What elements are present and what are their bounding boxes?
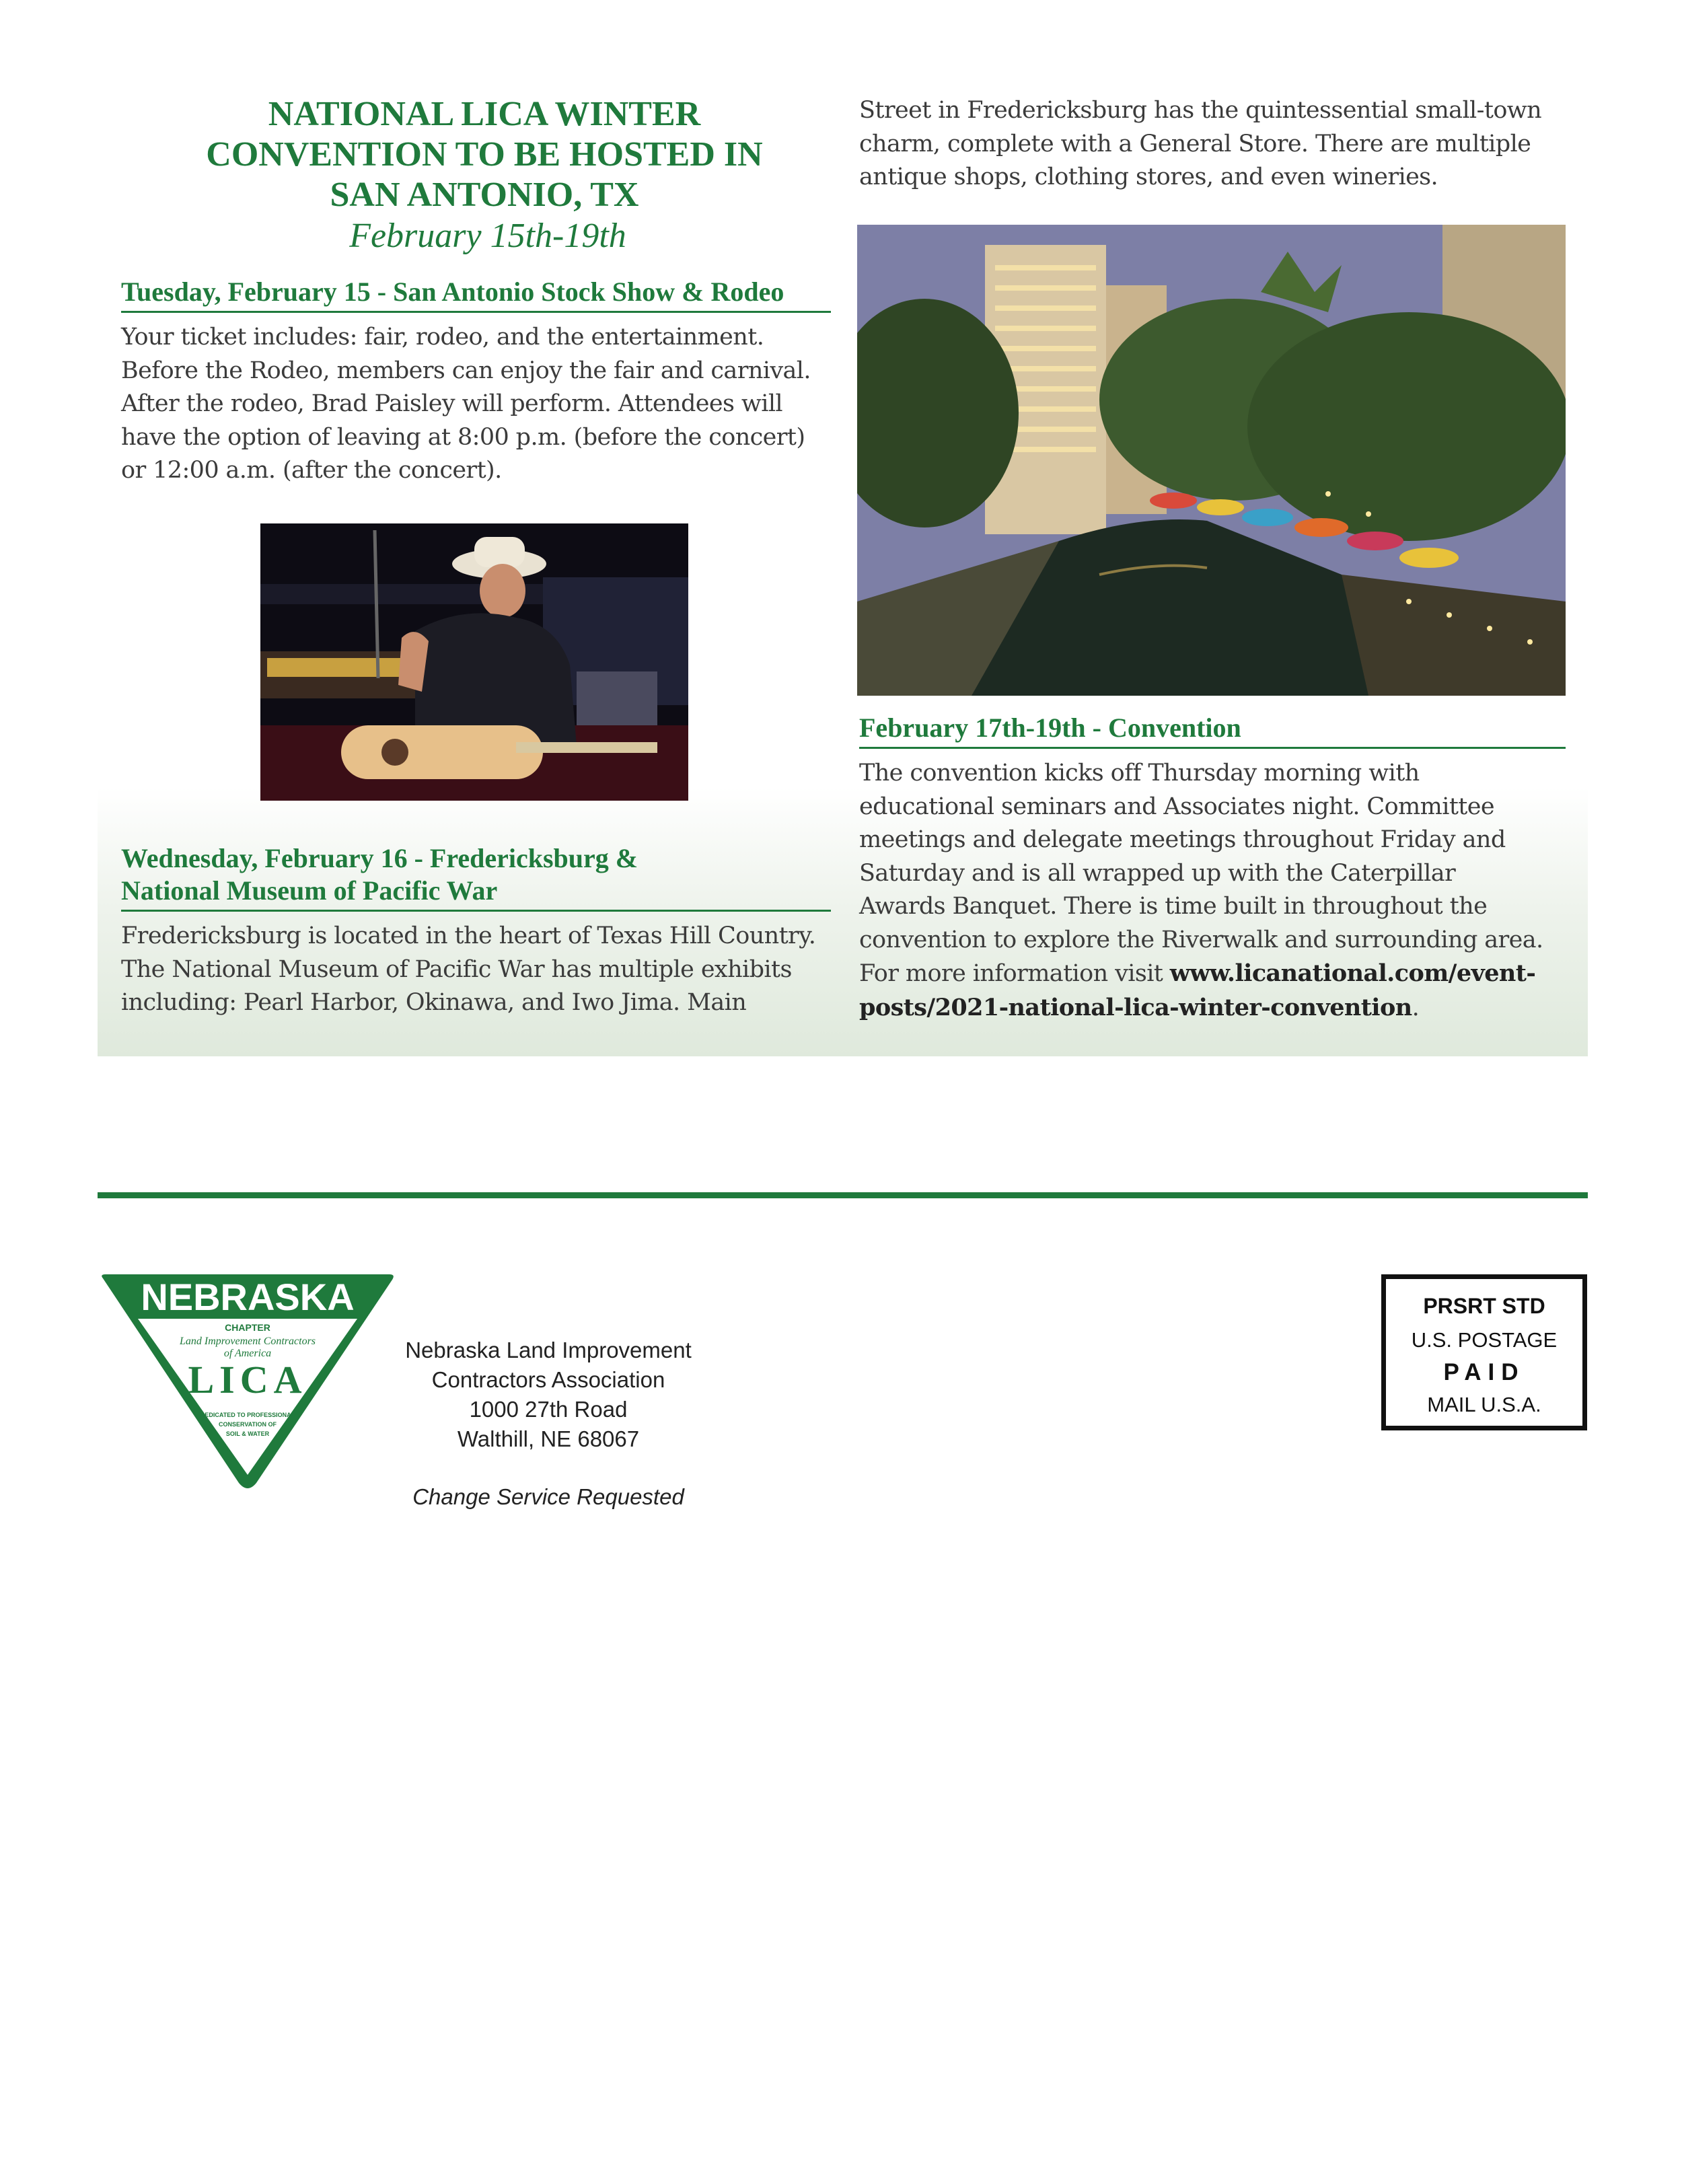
logo-chapter: CHAPTER — [225, 1322, 270, 1333]
body-line: antique shops, clothing stores, and even wineries. — [859, 163, 1438, 190]
right-column — [859, 94, 1566, 194]
address-line: Walthill, NE 68067 — [457, 1426, 640, 1451]
riverwalk-illustration — [857, 225, 1566, 696]
event-link-continued[interactable]: posts/2021-national-lica-winter-convention — [859, 993, 1412, 1021]
postage-line: U.S. POSTAGE — [1411, 1328, 1558, 1352]
body-line: or 12:00 a.m. (after the concert). — [121, 457, 502, 484]
logo-motto-line: SOIL & WATER — [225, 1430, 270, 1437]
logo-org-line2: of America — [223, 1348, 272, 1359]
event-link[interactable]: www.licanational.com/event- — [1169, 959, 1536, 987]
address-line: Contractors Association — [431, 1367, 665, 1392]
postage-indicia — [1381, 1274, 1587, 1430]
left-column — [121, 94, 831, 488]
nebraska-lica-logo — [96, 1273, 399, 1488]
heading-line: National Museum of Pacific War — [121, 875, 498, 906]
heading-line: February 17th-19th - Convention — [859, 713, 1241, 743]
body-line — [859, 957, 1566, 991]
return-address — [387, 1336, 710, 1454]
title-line: NATIONAL LICA WINTER — [268, 95, 701, 133]
address-line: Nebraska Land Improvement — [405, 1338, 692, 1362]
section-heading-wednesday — [121, 842, 831, 912]
heading-line: Wednesday, February 16 - Fredericksburg & — [121, 843, 638, 873]
body-line: After the rodeo, Brad Paisley will perform. Attendees will — [121, 390, 783, 417]
link-suffix: . — [1412, 994, 1420, 1021]
link-prefix: For more information visit — [859, 960, 1170, 987]
article-date: February 15th-19th — [349, 217, 626, 255]
body-line: The convention kicks off Thursday morning with — [859, 760, 1420, 787]
body-line: Saturday and is all wrapped up with the Caterpillar — [859, 859, 1456, 887]
section-body-wednesday — [121, 920, 831, 1020]
concert-illustration — [260, 523, 688, 801]
section-body-wednesday-continued — [859, 94, 1566, 194]
section-divider — [98, 1192, 1588, 1198]
body-line: have the option of leaving at 8:00 p.m. (before the concert) — [121, 423, 805, 451]
section-body-convention — [859, 757, 1566, 1025]
logo-motto-line: DEDICATED TO PROFESSIONAL — [200, 1412, 295, 1418]
brad-paisley-concert-photo — [260, 523, 688, 801]
logo-org-line1: Land Improvement Contractors — [179, 1336, 316, 1347]
section-body-tuesday — [121, 321, 831, 488]
change-service-note: Change Service Requested — [412, 1484, 684, 1509]
heading-line: Tuesday, February 15 - San Antonio Stock Show & Rodeo — [121, 277, 784, 307]
title-line: SAN ANTONIO, TX — [330, 176, 639, 214]
section-wednesday — [121, 842, 831, 1020]
section-heading-tuesday — [121, 276, 831, 313]
article-title — [114, 94, 854, 215]
logo-top-word: NEBRASKA — [141, 1276, 355, 1318]
body-line: Street in Fredericksburg has the quintessential small-town — [859, 97, 1542, 124]
section-heading-convention — [859, 712, 1566, 749]
body-line: meetings and delegate meetings throughout Friday and — [859, 826, 1506, 853]
logo-motto-line: CONSERVATION OF — [218, 1421, 277, 1428]
body-line: charm, complete with a General Store. There are multiple — [859, 130, 1531, 157]
body-line: including: Pearl Harbor, Okinawa, and Iwo Jima. Main — [121, 989, 747, 1016]
title-line: CONVENTION TO BE HOSTED IN — [206, 135, 763, 174]
postage-line: MAIL U.S.A. — [1427, 1393, 1541, 1416]
body-line: convention to explore the Riverwalk and surrounding area. — [859, 926, 1543, 953]
logo-acronym: LICA — [188, 1358, 307, 1402]
lica-logo-shape — [96, 1273, 399, 1488]
body-line — [859, 991, 1566, 1025]
body-line: Before the Rodeo, members can enjoy the fair and carnival. — [121, 357, 811, 384]
san-antonio-riverwalk-photo — [857, 225, 1566, 696]
postage-line: PRSRT STD — [1423, 1294, 1545, 1318]
body-line: Your ticket includes: fair, rodeo, and the entertainment. — [121, 324, 764, 351]
section-convention — [859, 712, 1566, 1025]
address-line: 1000 27th Road — [469, 1397, 628, 1422]
body-line: Fredericksburg is located in the heart of Texas Hill Country. — [121, 922, 816, 949]
body-line: educational seminars and Associates night. Committee — [859, 793, 1494, 820]
body-line: The National Museum of Pacific War has multiple exhibits — [121, 955, 792, 983]
body-line: Awards Banquet. There is time built in throughout the — [859, 893, 1488, 920]
postage-line: PAID — [1443, 1359, 1525, 1385]
